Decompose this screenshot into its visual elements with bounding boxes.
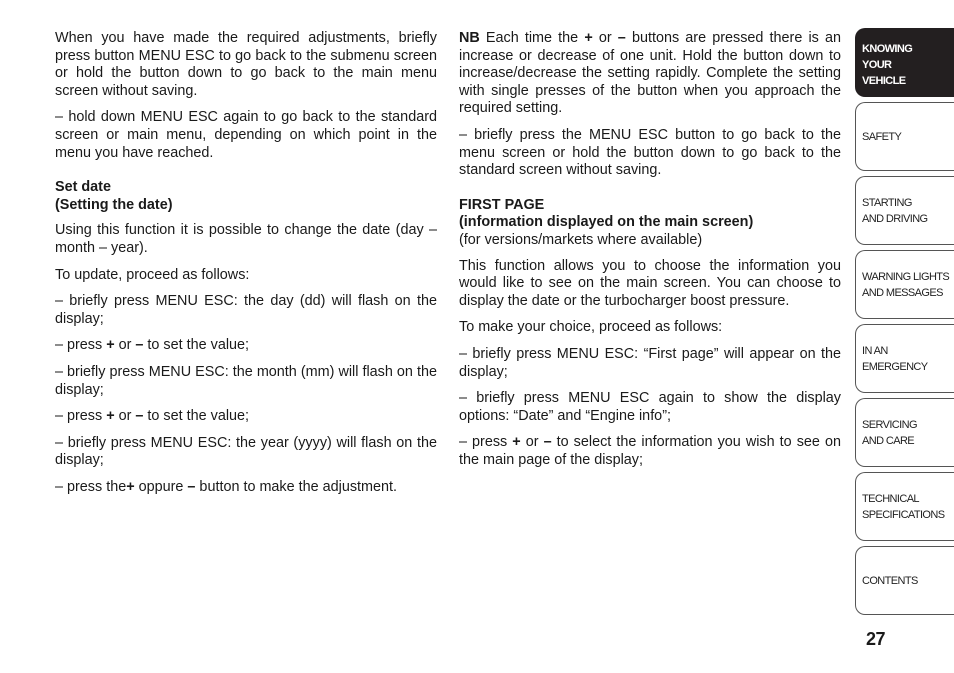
text-run: or [114, 408, 136, 425]
tab-servicing-and-care[interactable] [855, 398, 954, 467]
plus-symbol: + [106, 337, 115, 354]
tab-label: EMERGENCY [862, 361, 928, 373]
plus-symbol: + [584, 30, 593, 46]
paragraph: – briefly press the MENU ESC button to go back to the menu screen or hold the button down to go back to the standard screen without saving. [459, 126, 841, 179]
text-run: – press [55, 337, 107, 354]
text-run: to select the information you wish to see on the main page of the display; [459, 434, 841, 468]
plus-symbol: + [126, 478, 135, 495]
tab-technical-specifications[interactable] [855, 472, 954, 541]
paragraph: – hold down MENU ESC again to go back to the standard screen or main menu, depending on which point in the menu you have reached. [55, 109, 437, 161]
heading-note: (for versions/markets where available) [459, 231, 703, 248]
paragraph: This function allows you to choose the information you would like to see on the main screen. You can choose to display the date or the turbocharger boost pressure. [459, 257, 841, 309]
tab-label: CONTENTS [862, 575, 918, 587]
minus-symbol: – [543, 434, 552, 451]
heading-title: Set date [55, 179, 111, 196]
paragraph [55, 479, 437, 497]
plus-symbol: + [106, 408, 115, 425]
paragraph: – briefly press MENU ESC: the day (dd) will flash on the display; [55, 293, 437, 327]
tab-label: VEHICLE [862, 75, 906, 87]
tab-label: AND DRIVING [862, 213, 928, 225]
tab-label: SPECIFICATIONS [862, 509, 945, 521]
left-column [55, 30, 437, 505]
tab-label: TECHNICAL [862, 493, 919, 505]
text-run: – press [459, 434, 513, 451]
tab-label: KNOWING [862, 43, 913, 55]
nb-label: NB [459, 30, 480, 46]
paragraph: To update, proceed as follows: [55, 266, 250, 283]
text-run: or [520, 434, 544, 451]
paragraph [55, 337, 437, 355]
section-tabs [855, 28, 954, 620]
paragraph [459, 434, 841, 469]
text-run: button to make the adjustment. [195, 478, 398, 495]
text-run: to set the value; [143, 337, 250, 354]
tab-starting-and-driving[interactable] [855, 176, 954, 245]
heading-title: FIRST PAGE [459, 196, 545, 213]
minus-symbol: – [135, 408, 144, 425]
text-run: to set the value; [143, 408, 250, 425]
heading-subtitle: (Setting the date) [55, 196, 173, 213]
text-run: or [114, 337, 136, 354]
heading-subtitle: (information displayed on the main screen) [459, 214, 754, 231]
section-heading-set-date [55, 179, 437, 214]
tab-label: AND MESSAGES [862, 287, 943, 299]
text-run: or [592, 30, 618, 46]
tab-warning-lights-and-messages[interactable] [855, 250, 954, 319]
section-heading-first-page [459, 197, 841, 250]
tab-knowing-your-vehicle[interactable] [855, 28, 954, 97]
note-paragraph [459, 30, 841, 118]
tab-label: WARNING LIGHTS [862, 271, 950, 283]
paragraph: Using this function it is possible to change the date (day – month – year). [55, 222, 437, 256]
text-run: – press the [55, 478, 127, 495]
paragraph: – briefly press MENU ESC: the year (yyyy) will flash on the display; [55, 434, 437, 469]
plus-symbol: + [512, 434, 521, 451]
middle-column [459, 30, 841, 478]
paragraph: – briefly press MENU ESC: “First page” will appear on the display; [459, 345, 841, 380]
minus-symbol: – [187, 478, 196, 495]
minus-symbol: – [135, 337, 144, 354]
text-run: Each time the [479, 30, 585, 46]
page-number: 27 [866, 629, 886, 649]
tab-label: IN AN [862, 345, 888, 357]
tab-label: SERVICING [862, 419, 917, 431]
tab-label: AND CARE [862, 435, 915, 447]
text-run: buttons are pressed there is an increase or decrease of one unit. Hold the button down to increase/decrease the setting rapidly. Complete the setting with single presses of the button when you approach the required setting. [459, 30, 841, 117]
paragraph: To make your choice, proceed as follows: [459, 319, 723, 336]
minus-symbol: – [617, 30, 626, 46]
tab-contents[interactable] [855, 546, 954, 615]
tab-in-an-emergency[interactable] [855, 324, 954, 393]
paragraph: – briefly press MENU ESC: the month (mm) will flash on the display; [55, 363, 437, 398]
paragraph: – briefly press MENU ESC again to show the display options: “Date” and “Engine info”; [459, 390, 841, 424]
text-run: – press [55, 408, 107, 425]
tab-label: STARTING [862, 197, 912, 209]
paragraph: When you have made the required adjustments, briefly press button MENU ESC to go back to the submenu screen or hold the button down to go back to the main menu screen without saving. [55, 30, 437, 99]
paragraph [55, 408, 437, 426]
tab-safety[interactable] [855, 102, 954, 171]
text-run: oppure [134, 478, 188, 495]
tab-label: SAFETY [862, 131, 902, 143]
tab-label: YOUR [862, 59, 892, 71]
